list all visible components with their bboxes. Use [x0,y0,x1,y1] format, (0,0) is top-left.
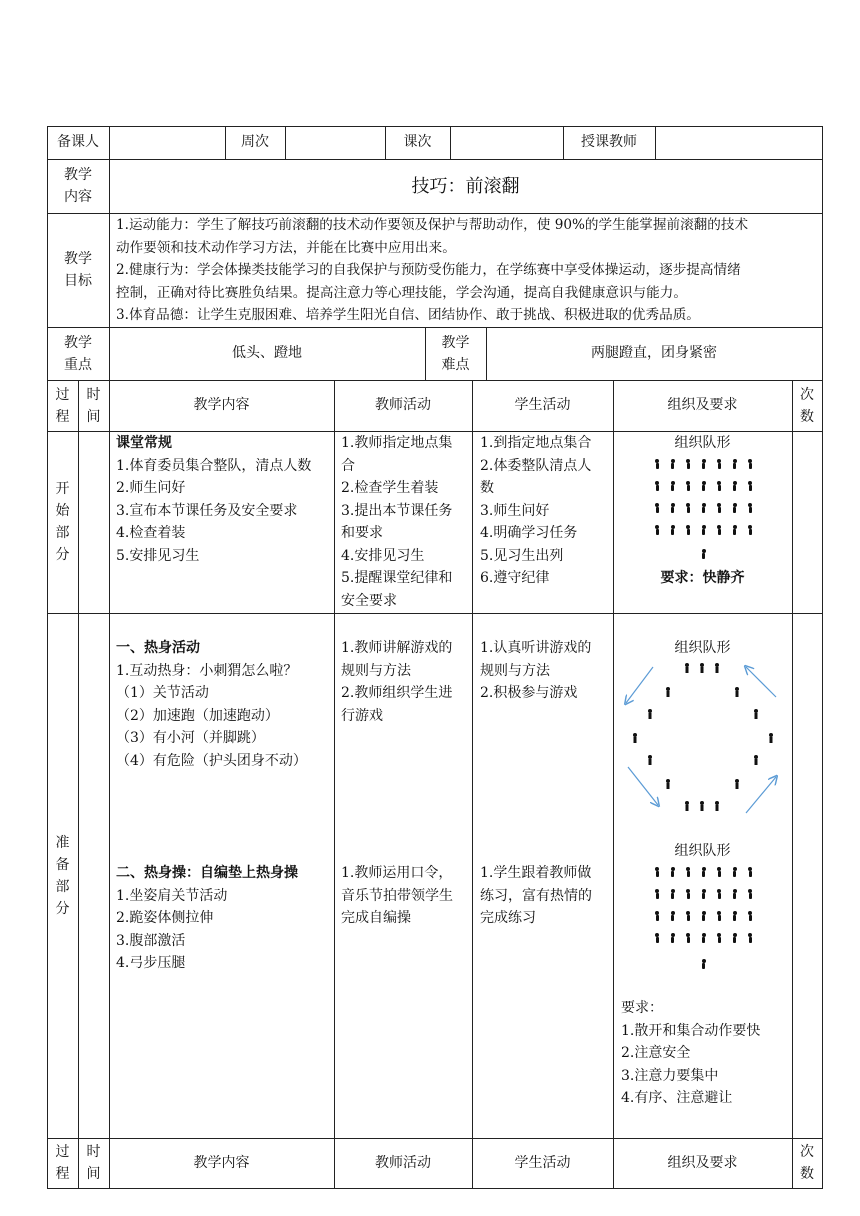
col-process-repeat: 过 程 [55,1144,70,1182]
list-item: 3.宣布本节课任务及安全要求 [116,502,298,519]
prep-org-title-2: 组织队形 [674,843,731,859]
warmup-teacher [341,637,452,727]
formation-diagram-start [613,455,792,563]
student-figure [748,867,752,877]
student-figure [671,525,675,535]
formation-diagram-prep [613,863,792,973]
student-figure [686,481,690,491]
col-time-repeat: 时 间 [86,1144,101,1182]
list-item: 2.检查学生着装 [341,480,439,496]
list-item: 1.学生跟着教师做 [480,865,592,881]
preparer-label: 备课人 [57,134,99,150]
student-figure [686,459,690,469]
lesson-number-value[interactable] [450,126,563,159]
student-figure [748,503,752,513]
col-count-repeat: 次 数 [800,1144,814,1182]
list-item: 5.见习生出列 [480,547,564,564]
student-figure [748,911,752,921]
arrow-bottom-left [628,767,658,805]
student-figure [715,801,719,811]
student-figure [702,459,706,469]
col-organization-repeat: 组织及要求 [667,1154,738,1171]
student-figure [702,525,706,535]
list-item: 1.到指定地点集合 [480,435,592,451]
list-item: （3）有小河（并脚跳） [116,730,265,746]
list-item: 和要求 [341,525,383,541]
list-item: 行游戏 [341,707,383,724]
start-content [116,432,311,567]
circle-students [633,663,773,811]
student-figure [748,459,752,469]
list-item: 4.明确学习任务 [480,525,578,541]
col-teacher-repeat: 教师活动 [375,1154,431,1171]
list-item: 4.安排见习生 [341,547,425,564]
student-figure [717,889,721,899]
student-figure [717,503,721,513]
student-figure [671,911,675,921]
list-item: 4.有序、注意避让 [621,1090,733,1106]
warmup-student [480,637,591,705]
student-figure [717,459,721,469]
list-item: 1.认真听讲游戏的 [480,640,592,656]
objective-line: 控制，正确对待比赛胜负结果。提高注意力等心理技能，学会沟通，提高自我健康意识与能力。 [116,284,687,301]
col-count: 次 数 [800,386,814,425]
list-item: 2.积极参与游戏 [480,685,578,701]
student-figure [717,525,721,535]
list-item: 2.体委整队清点人 [480,457,592,474]
student-figure [735,687,739,697]
student-figure [655,867,659,877]
list-item: 2.注意安全 [621,1045,691,1061]
list-item: 安全要求 [341,592,397,609]
difficult-point-value: 两腿蹬直，团身紧密 [591,345,717,361]
start-section-label: 开 始 部 分 [55,481,70,563]
student-figure [748,889,752,899]
student-figure [655,503,659,513]
week-label: 周次 [241,134,269,150]
arrow-top-right [746,667,776,697]
list-item: 1.坐姿肩关节活动 [116,887,228,904]
list-item: 1.教师运用口令， [341,865,453,881]
col-time: 时 间 [86,386,101,425]
student-figure [733,481,737,491]
student-figure [702,867,706,877]
student-figure [671,481,675,491]
student-figure [655,933,659,943]
list-item: 规则与方法 [480,662,550,679]
start-org-requirement: 要求：快静齐 [660,570,745,586]
exercise-student [480,862,592,930]
objective-line: 3.体育品德：让学生克服困难、培养学生阳光自信、团结协作、敢于挑战、积极进取的优秀品质。 [116,307,700,323]
student-figure [686,933,690,943]
student-figure [733,933,737,943]
student-figure [700,663,704,673]
list-item: 3.提出本节课任务 [341,502,453,519]
student-figure [648,709,652,719]
student-figure [702,889,706,899]
arrow-top-left [626,667,653,703]
student-figure [733,911,737,921]
warmup-content [116,637,307,772]
teacher-value[interactable] [655,126,822,159]
list-item: 完成自编操 [341,910,411,926]
col-teacher: 教师活动 [375,397,431,413]
list-item: （1）关节活动 [116,685,209,701]
list-item: 5.安排见习生 [116,547,200,564]
objective-line: 动作要领和技术动作学习方法，并能在比赛中应用出来。 [116,239,456,256]
student-figure [648,755,652,765]
teacher-figure [702,549,706,559]
student-figure [717,911,721,921]
student-figure [733,503,737,513]
circle-formation-diagram [613,655,792,820]
student-figure [735,779,739,789]
list-item: 音乐节拍带领学生 [341,887,453,904]
student-figure [715,663,719,673]
student-figure [655,525,659,535]
exercise-teacher [341,862,453,930]
col-content: 教学内容 [193,397,250,413]
student-figure [686,889,690,899]
student-figure [686,911,690,921]
list-item: 2.跪姿体侧拉伸 [116,910,214,926]
list-item: 2.师生问好 [116,480,186,496]
col-content-repeat: 教学内容 [193,1154,250,1171]
list-item: 数 [480,480,494,496]
student-figure [686,867,690,877]
start-teacher [341,432,452,612]
student-figure [769,733,773,743]
requirements-title: 要求： [621,1000,663,1016]
list-item: 3.注意力要集中 [621,1067,719,1084]
list-item: 练习，富有热情的 [480,887,592,904]
student-figure [685,801,689,811]
list-item: 4.检查着装 [116,525,186,541]
student-figure [717,867,721,877]
list-item: 5.提醒课堂纪律和 [341,570,453,586]
student-figure [671,933,675,943]
student-figure [671,503,675,513]
student-figure [655,911,659,921]
list-item: 1.教师指定地点集 [341,435,453,451]
student-figure [671,867,675,877]
student-figure [686,503,690,513]
prep-section-label: 准 备 部 分 [55,834,70,917]
student-figure [754,709,758,719]
col-process: 过 程 [55,386,70,425]
objectives-label: 教学 目标 [64,251,92,289]
key-point-label: 教学 重点 [64,334,92,373]
objective-line: 1.运动能力：学生了解技巧前滚翻的技术动作要领及保护与帮助动作，使 90%的学生能掌握前滚翻的技术 [116,217,749,233]
student-figure [700,801,704,811]
list-item: 合 [341,457,355,474]
list-item: 3.师生问好 [480,502,550,519]
prep-org-title-1: 组织队形 [674,640,731,656]
week-value[interactable] [285,126,385,159]
student-figure [671,459,675,469]
start-student [480,432,591,590]
student-figure [633,733,637,743]
student-figure [733,525,737,535]
prep-requirements [621,997,760,1110]
list-item: 4.弓步压腿 [116,955,186,971]
objectives-list [116,214,818,327]
student-figure [655,889,659,899]
teacher-label: 授课教师 [581,134,637,150]
lesson-title: 技巧：前滚翻 [411,175,520,197]
list-item: 1.散开和集合动作要快 [621,1022,761,1039]
content-label: 教学 内容 [64,167,92,205]
list-item: 完成练习 [480,910,536,926]
col-student-repeat: 学生活动 [514,1154,571,1171]
list-item: 3.腹部激活 [116,932,186,949]
list-item: 1.互动热身：小刺猬怎么啦？ [116,662,298,679]
student-figure [748,481,752,491]
list-item: 1.体育委员集合整队，清点人数 [116,457,312,474]
student-figure [748,933,752,943]
objective-line: 2.健康行为：学会体操类技能学习的自我保护与预防受伤能力，在学练赛中享受体操运动，逐步提高情绪 [116,262,741,278]
student-figure [748,525,752,535]
student-figure [666,687,670,697]
list-item: 规则与方法 [341,662,411,679]
key-point-value: 低头、蹬地 [232,345,302,361]
col-student: 学生活动 [514,397,571,413]
exercise-title: 二、热身操：自编垫上热身操 [116,865,298,881]
list-item: （4）有危险（护头团身不动） [116,752,307,769]
lesson-number-label: 课次 [403,134,432,150]
student-figure [702,933,706,943]
col-organization: 组织及要求 [667,397,738,413]
student-figure [717,481,721,491]
student-figure [666,779,670,789]
student-figure [733,459,737,469]
student-figure [702,481,706,491]
list-item: （2）加速跑（加速跑动） [116,707,279,724]
student-figure [655,459,659,469]
list-item: 2.教师组织学生进 [341,685,453,701]
student-figure [702,911,706,921]
preparer-value[interactable] [109,126,225,159]
student-figure [733,889,737,899]
student-figure [686,525,690,535]
warmup-title: 一、热身活动 [116,640,200,656]
student-figure [671,889,675,899]
list-item: 6.遵守纪律 [480,570,550,586]
student-figure [754,755,758,765]
exercise-content [116,862,298,975]
list-item: 1.教师讲解游戏的 [341,640,453,656]
student-figure [685,663,689,673]
arrow-bottom-right [746,777,776,813]
teacher-figure [702,959,706,969]
student-figure [655,481,659,491]
student-figure [702,503,706,513]
start-content-title: 课堂常规 [116,435,172,451]
start-org-title: 组织队形 [674,435,731,451]
student-figure [733,867,737,877]
student-figure [717,933,721,943]
difficult-point-label: 教学 难点 [441,334,470,373]
